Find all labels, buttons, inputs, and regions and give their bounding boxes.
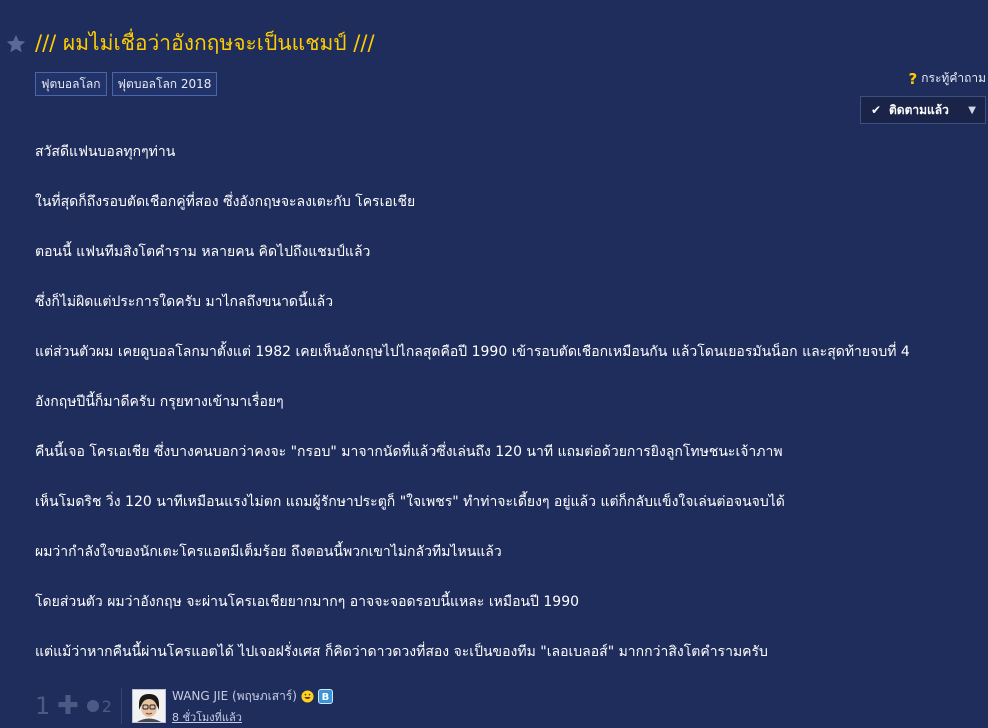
caret-down-icon[interactable]: ▼: [968, 104, 976, 116]
emotion-counter[interactable]: [87, 697, 112, 716]
question-topic-text: กระทู้คำถาม: [921, 71, 986, 85]
follow-button[interactable]: [860, 96, 986, 124]
plus-vote-icon[interactable]: ✚: [57, 691, 79, 721]
paragraph: แต่ส่วนตัวผม เคยดูบอลโลกมาตั้งแต่ 1982 เคยเห็นอังกฤษไปไกลสุดคือปี 1990 เข้ารอบตัดเชือกเหมือนกัน แล้วโดนเยอรมันน็อก และสุดท้ายจบที่ 4: [35, 344, 910, 360]
paragraph: เห็นโมดริช วิ่ง 120 นาทีเหมือนแรงไม่ตก แถมผู้รักษาประตูก็ "ใจเพชร" ทำท่าจะเดี้ยงๆ อยู่แล้ว แต่ก็กลับแข็งใจเล่นต่อจนจบได้: [35, 494, 785, 510]
blogger-badge-icon: B: [318, 689, 333, 704]
paragraph: ในที่สุดก็ถึงรอบตัดเชือกคู่ที่สอง ซึ่งอังกฤษจะลงเตะกับ โครเอเชีย: [35, 194, 416, 210]
smile-emoji-icon: [301, 690, 314, 703]
topic-footer: [35, 686, 333, 726]
paragraph: คืนนี้เจอ โครเอเชีย ซึ่งบางคนบอกว่าคงจะ "กรอบ" มาจากนัดที่แล้วซึ่งเล่นถึง 120 นาที แถมต่อด้วยการยิงลูกโทษชนะเจ้าภาพ: [35, 444, 783, 460]
paragraph: แต่แม้ว่าหากคืนนี้ผ่านโครแอตได้ ไปเจอฝรั่งเศส ก็คิดว่าดาวดวงที่สอง จะเป็นของทีม "เลอเบลอส์" มากกว่าสิงโตคำรามครับ: [35, 644, 768, 660]
topic-body: [35, 137, 985, 687]
avatar[interactable]: [132, 689, 166, 723]
emotion-icon: [87, 700, 99, 712]
post-time[interactable]: 8 ชั่วโมงที่แล้ว: [171, 710, 242, 724]
paragraph: สวัสดีแฟนบอลทุกๆท่าน: [35, 144, 176, 160]
paragraph: อังกฤษปีนี้ก็มาดีครับ กรุยทางเข้ามาเรื่อยๆ: [35, 394, 284, 410]
check-icon: ✔: [871, 103, 882, 117]
star-icon[interactable]: [5, 33, 27, 55]
question-mark-icon: ?: [908, 69, 918, 88]
tag-item[interactable]: ฟุตบอลโลก 2018: [112, 72, 218, 96]
author-info: [172, 687, 333, 726]
author-name[interactable]: WANG JIE (พฤษภเสาร์): [171, 688, 297, 703]
tag-list: [35, 72, 217, 96]
emotion-count: 2: [101, 696, 112, 716]
question-topic-label[interactable]: [909, 69, 986, 88]
paragraph: ตอนนี้ แฟนทีมสิงโตคำราม หลายคน คิดไปถึงแชมป์แล้ว: [35, 244, 371, 260]
follow-label: ติดตามแล้ว: [889, 102, 949, 117]
vote-count: 1: [35, 692, 51, 720]
divider: [121, 688, 122, 724]
paragraph: ผมว่ากำลังใจของนักเตะโครแอตมีเต็มร้อย ถึงตอนนี้พวกเขาไม่กลัวทีมไหนแล้ว: [35, 544, 502, 560]
topic-title: /// ผมไม่เชื่อว่าอังกฤษจะเป็นแชมป์ ///: [35, 31, 375, 55]
tag-item[interactable]: ฟุตบอลโลก: [35, 72, 107, 96]
paragraph: ซึ่งก็ไม่ผิดแต่ประการใดครับ มาไกลถึงขนาดนี้แล้ว: [35, 294, 334, 310]
paragraph: โดยส่วนตัว ผมว่าอังกฤษ จะผ่านโครเอเชียยากมากๆ อาจจะจอดรอบนี้แหละ เหมือนปี 1990: [35, 594, 580, 610]
